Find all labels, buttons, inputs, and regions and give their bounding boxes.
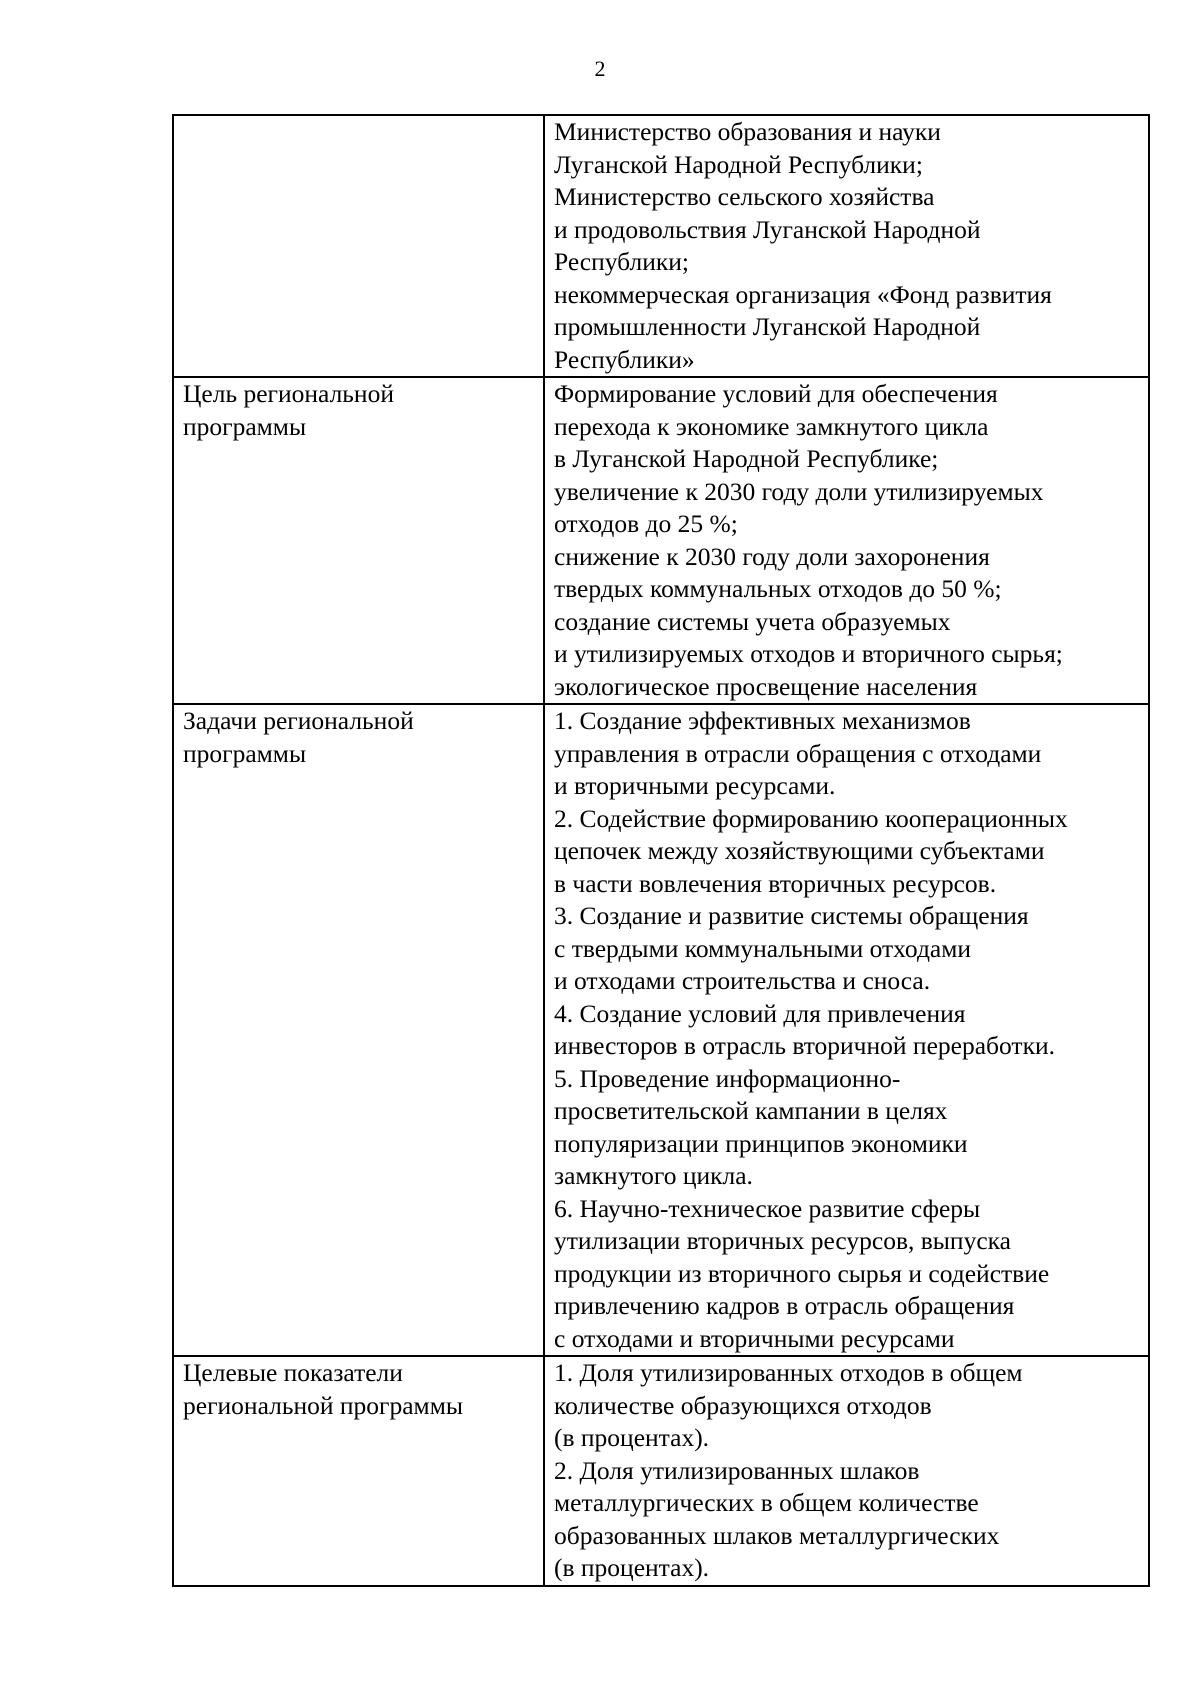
row-content-line: продукции из вторичного сырья и содействие [554, 1258, 1050, 1288]
row-content-line: инвесторов в отрасль вторичной переработки. [554, 1031, 1055, 1060]
row-content-cell [544, 1356, 1149, 1586]
row-label-cell [173, 704, 544, 1356]
row-content-line: 1. Доля утилизированных отходов в общем [554, 1358, 1023, 1387]
row-label-cell [173, 377, 544, 704]
row-content-line: промышленности Луганской Народной [554, 312, 981, 341]
row-label-cell [173, 115, 544, 377]
row-content-line: в части вовлечения вторичных ресурсов. [554, 868, 997, 898]
row-content-line: 3. Создание и развитие системы обращения [554, 901, 1029, 930]
row-content-line: 2. Содействие формированию кооперационных [554, 803, 1068, 833]
row-content-line: 4. Создание условий для привлечения [554, 998, 966, 1028]
row-label-cell [173, 1356, 544, 1586]
row-content-line: популяризации принципов экономики [554, 1128, 968, 1158]
row-content-line: (в процентах). [554, 1553, 710, 1582]
row-content-line: Министерство сельского хозяйства [554, 182, 935, 211]
row-label-line: региональной программы [183, 1390, 463, 1420]
row-content-line: количестве образующихся отходов [554, 1390, 932, 1420]
row-content-line: Республики» [554, 344, 695, 374]
row-content-line: и отходами строительства и сноса. [554, 966, 931, 995]
row-content-line: перехода к экономике замкнутого цикла [554, 411, 989, 441]
row-content-line: и продовольствия Луганской Народной [554, 214, 981, 244]
table-body [173, 115, 1149, 1586]
page-number: 2 [594, 56, 606, 81]
table-row [173, 115, 1149, 377]
row-content-cell [544, 115, 1149, 377]
row-content-line: и утилизируемых отходов и вторичного сырья; [554, 639, 1063, 668]
table-row [173, 1356, 1149, 1586]
row-content-line: утилизации вторичных ресурсов, выпуска [554, 1226, 1011, 1255]
row-content-line: некоммерческая организация «Фонд развития [554, 279, 1052, 309]
row-content-line: и вторичными ресурсами. [554, 771, 836, 800]
row-content-line: привлечению кадров в отрасль обращения [554, 1291, 1015, 1320]
row-content-line: (в процентах). [554, 1423, 710, 1452]
row-content-line: с твердыми коммунальными отходами [554, 933, 972, 963]
row-content-cell [544, 377, 1149, 704]
row-content-line: Министерство образования и науки [554, 117, 941, 146]
row-content-line: образованных шлаков металлургических [554, 1520, 1000, 1550]
row-label-line: Задачи региональной [183, 706, 414, 735]
row-content-line: с отходами и вторичными ресурсами [554, 1323, 955, 1353]
row-content-line: Формирование условий для обеспечения [554, 379, 998, 408]
row-content-line: 1. Создание эффективных механизмов [554, 706, 971, 735]
row-content-cell [544, 704, 1149, 1356]
row-label-line: программы [183, 738, 307, 768]
row-content-line: отходов до 25 %; [554, 509, 738, 538]
row-content-line: экологическое просвещение населения [554, 671, 978, 701]
row-content-line: создание системы учета образуемых [554, 606, 951, 636]
table-row [173, 704, 1149, 1356]
table-row [173, 377, 1149, 704]
row-content-line: замкнутого цикла. [554, 1161, 753, 1190]
row-content-line: твердых коммунальных отходов до 50 %; [554, 574, 1002, 603]
row-content-line: металлургических в общем количестве [554, 1488, 979, 1517]
row-content-line: Республики; [554, 247, 690, 276]
row-content-line: увеличение к 2030 году доли утилизируемых [554, 476, 1044, 506]
row-content-line: цепочек между хозяйствующими субъектами [554, 836, 1045, 865]
program-passport-table [172, 114, 1150, 1587]
row-content-line: Луганской Народной Республики; [554, 149, 923, 179]
row-content-line: 5. Проведение информационно- [554, 1063, 901, 1093]
row-content-line: снижение к 2030 году доли захоронения [554, 541, 990, 571]
row-label-line: программы [183, 411, 307, 441]
row-label-line: Целевые показатели [183, 1358, 403, 1387]
row-label-line: Цель региональной [183, 379, 394, 408]
row-content-line: просветительской кампании в целях [554, 1096, 948, 1125]
row-content-line: 2. Доля утилизированных шлаков [554, 1455, 920, 1485]
row-content-line: управления в отрасли обращения с отходами [554, 738, 1042, 768]
row-content-line: в Луганской Народной Республике; [554, 444, 939, 473]
row-content-line: 6. Научно-техническое развитие сферы [554, 1193, 981, 1223]
